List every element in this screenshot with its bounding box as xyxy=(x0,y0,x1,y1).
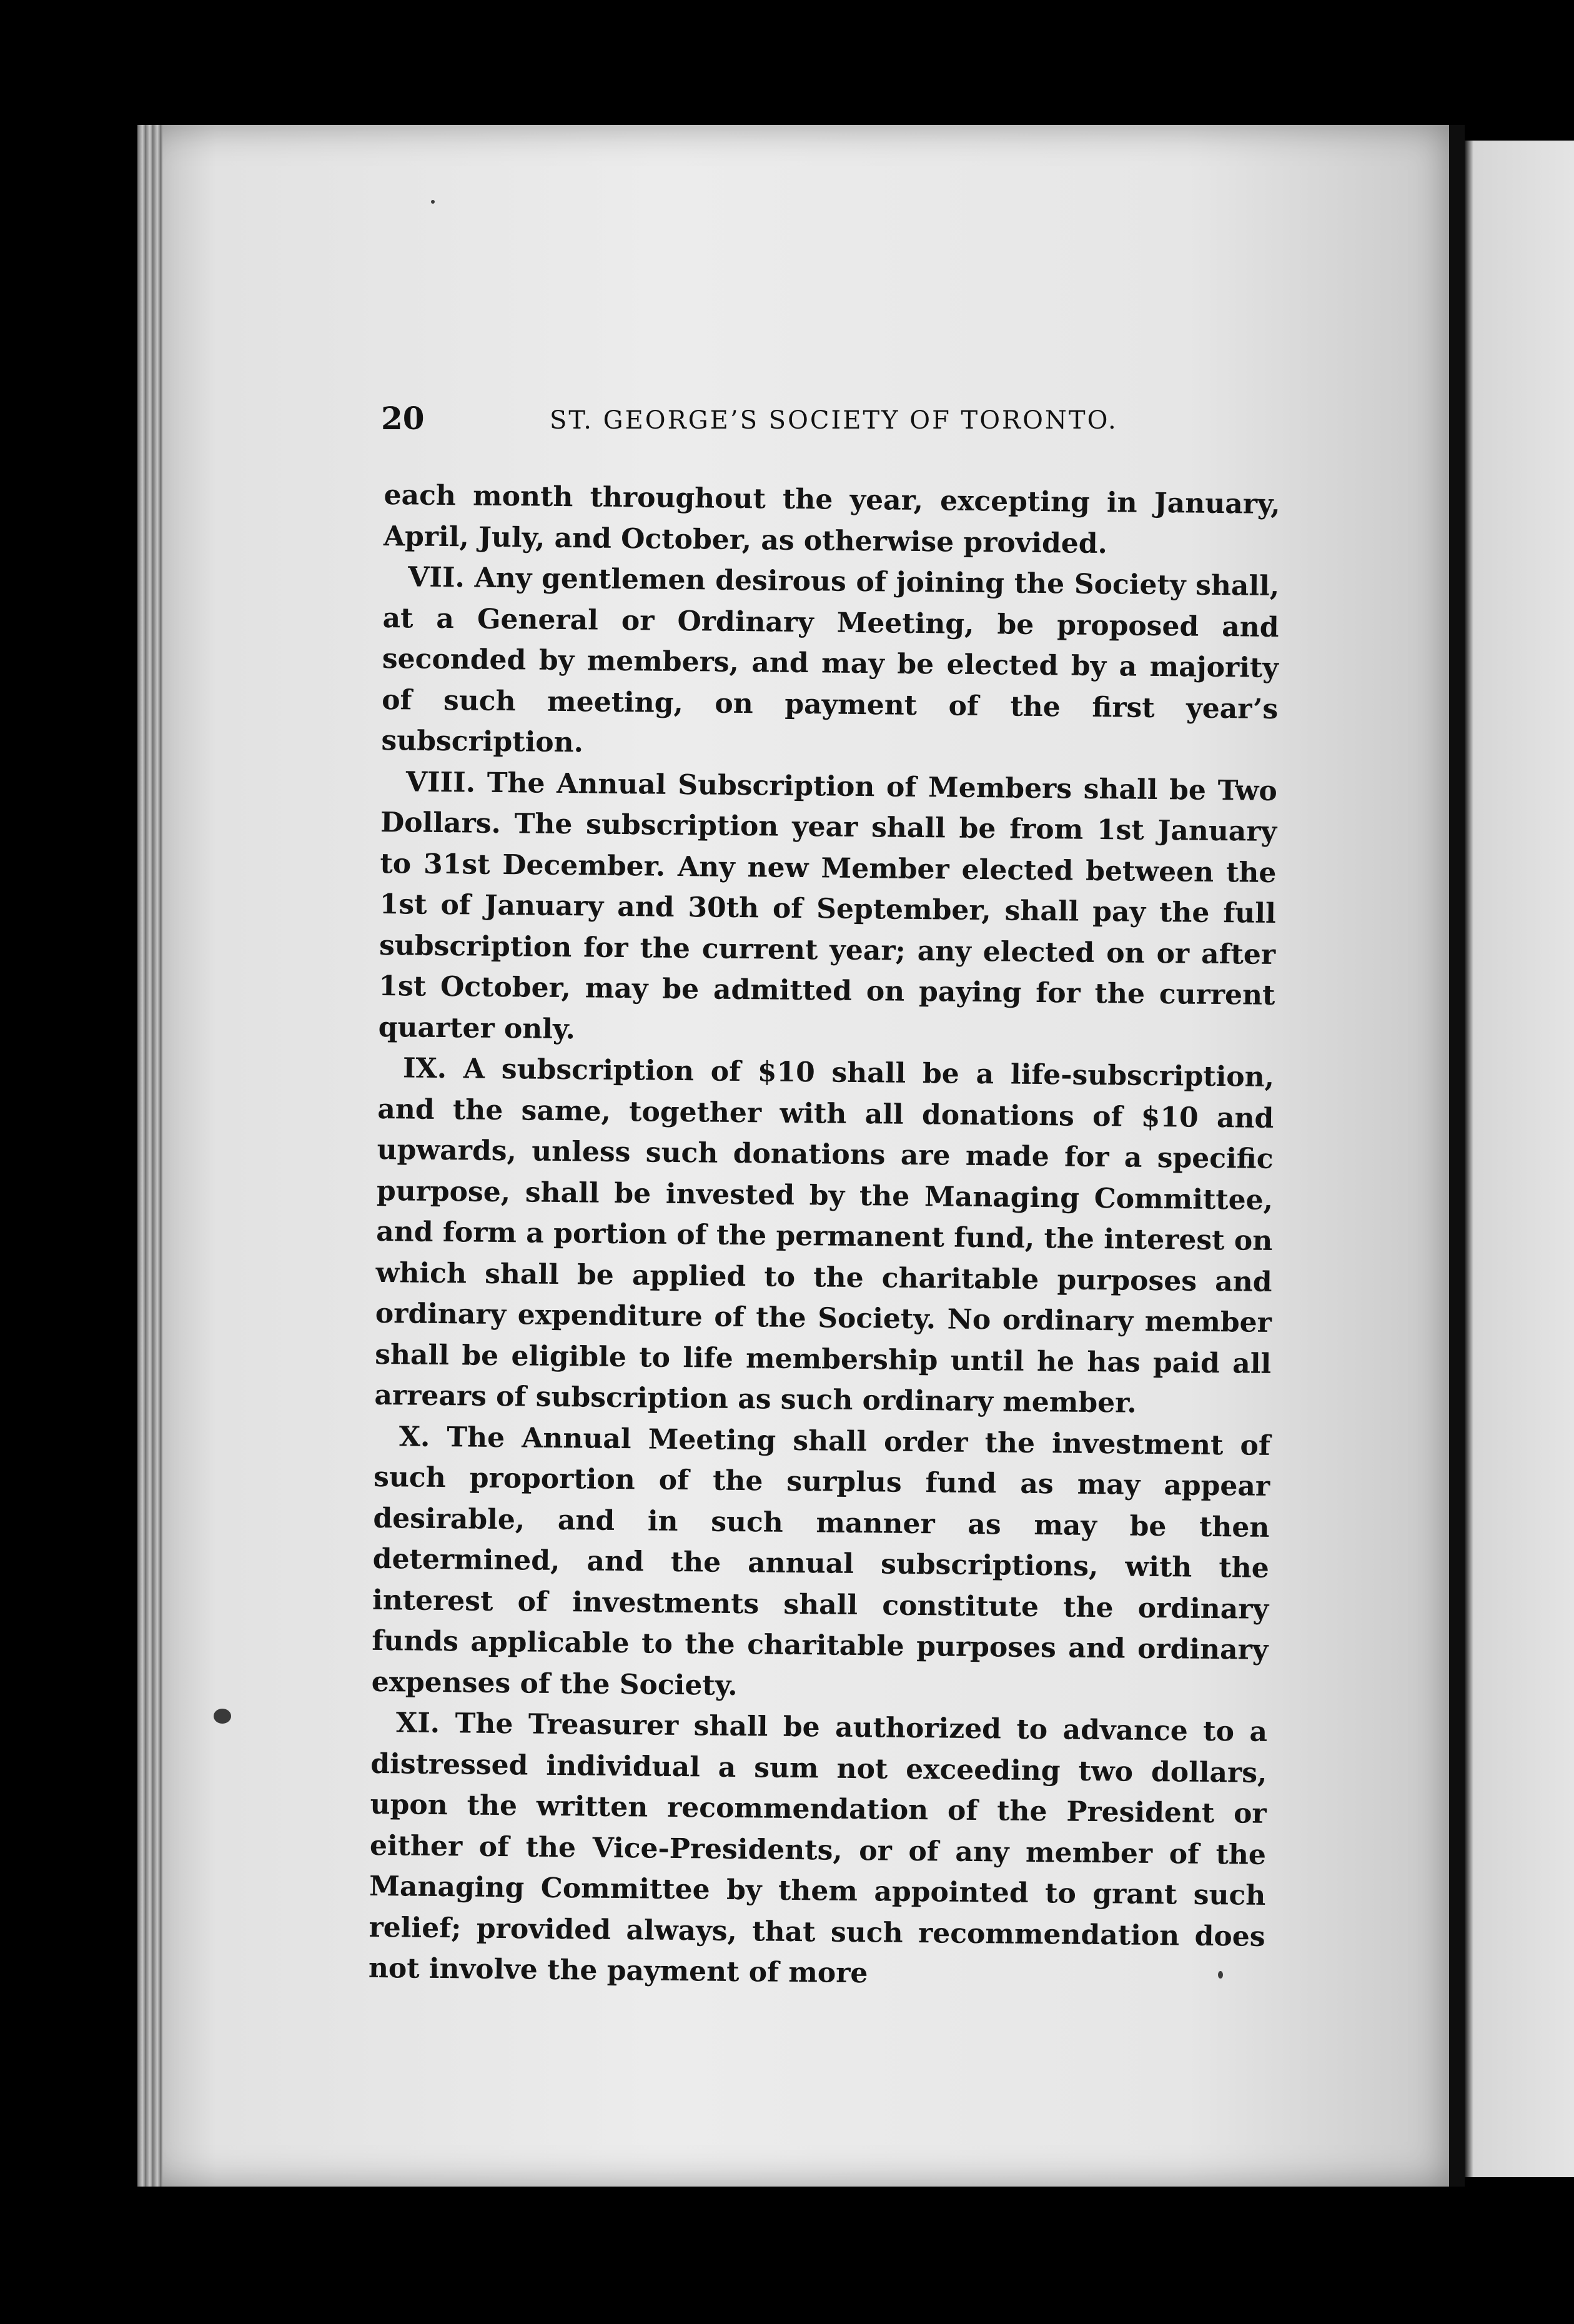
paragraph-article-x: X. The Annual Meeting shall order the investment of such proportion of the surplus fund as may appear desirable, and in such manner as may be then determined, and the annual subscriptions, with the interest of investments shall constitute the ordinary funds applicable to the charitable purposes and ordinary expenses of the Society. xyxy=(371,1420,1271,1702)
page-binding-edge xyxy=(137,125,162,2187)
paragraph-continuation: each month throughout the year, excepting in January, April, July, and October, as otherwise provided. xyxy=(383,479,1280,560)
paragraph-article-vii: VII. Any gentlemen desirous of joining the Society shall, at a General or Ordinary Meeting, be proposed and seconded by members, and may be elected by a majority of such meeting, on payment of the first year’s subscription. xyxy=(381,561,1280,759)
body-text xyxy=(369,475,1280,1998)
paragraph-article-ix: IX. A subscription of $10 shall be a life-subscription, and the same, together with all donations of $10 and upwards, unless such donations are made for a specific purpose, shall be invested by the Managing Committee, and form a portion of the permanent fund, the interest on which shall be applied to the charitable purposes and ordinary expenditure of the Society. No ordinary member shall be eligible to life membership until he has paid all arrears of subscription as such ordinary member. xyxy=(374,1052,1275,1419)
ink-speck xyxy=(431,200,435,204)
paragraph-article-viii: VIII. The Annual Subscription of Members shall be Two Dollars. The subscription year shall be from 1st January to 31st December. Any new Member elected between the 1st of January and 30th of September, shall pay the full subscription for the current year; any elected on or after 1st October, may be admitted on paying for the current quarter only. xyxy=(378,765,1278,1045)
page-number: 20 xyxy=(381,400,425,437)
paragraph-article-xi: XI. The Treasurer shall be authorized to advance to a distressed individual a sum not exceeding two dollars, upon the written recommendation of the President or either of the Vice-Presidents, or of any member of the Managing Committee by them appointed to grant such relief; provided always, that such recommendation does not involve the payment of more xyxy=(368,1707,1268,1990)
facing-page-edge xyxy=(1465,141,1574,2177)
ink-speck xyxy=(214,1709,231,1724)
running-title: ST. GEORGE’S SOCIETY OF TORONTO. xyxy=(550,406,1118,435)
running-head xyxy=(381,400,1318,450)
ink-speck xyxy=(1218,1971,1223,1979)
page-gutter xyxy=(1449,125,1465,2187)
